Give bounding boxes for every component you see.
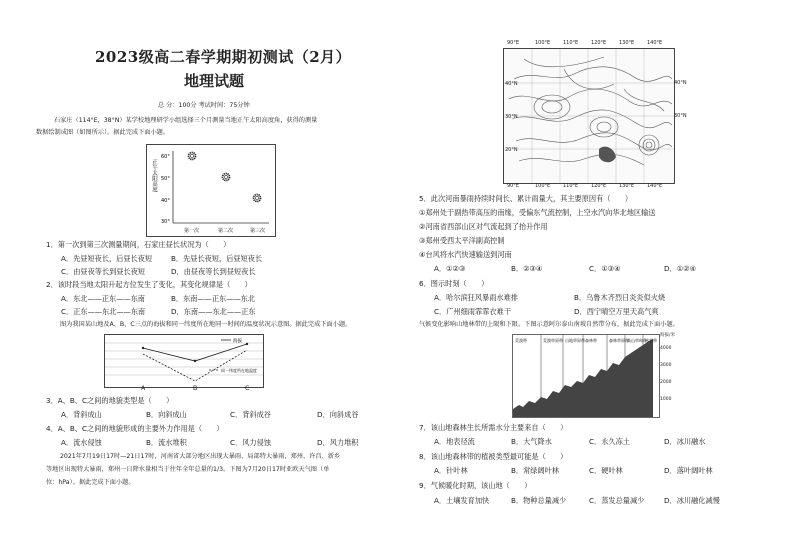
lon-tick: 130°E <box>619 40 635 46</box>
zone-label: 森林草原带 <box>609 338 629 343</box>
point-a-label: A <box>141 385 146 392</box>
q2-option-d[interactable]: D．东南——东北——正东 <box>171 307 256 316</box>
question-3: 3．A、B、C之间的地貌类型是（ ） <box>46 396 174 405</box>
sun-altitude-chart <box>147 145 275 236</box>
q5-option-c[interactable]: C．①③④ <box>589 264 621 273</box>
q1-option-b[interactable]: B．先昼长夜短，后昼短夜长 <box>171 254 263 263</box>
lon-tick: 120°E <box>591 40 607 46</box>
lon-tick: 120°E <box>591 183 607 189</box>
sun-marker-3 <box>254 195 261 202</box>
altitude-tick: 2000 <box>660 380 672 385</box>
altitude-line <box>143 344 247 361</box>
lon-tick: 130°E <box>619 183 635 189</box>
intro-1-line-2: 数据绘制成图（如图所示）。据此完成下面小题。 <box>36 129 170 136</box>
q4-option-b[interactable]: B．流水堆积 <box>146 438 187 447</box>
lon-tick: 100°E <box>535 40 551 46</box>
q7-option-c[interactable]: C．永久冻土 <box>589 437 630 446</box>
q5-option-d[interactable]: D．①②④ <box>664 264 697 273</box>
exam-meta: 总 分：100分 考试时间：75分钟 <box>158 102 250 109</box>
altitude-temperature-figure <box>104 334 264 388</box>
zone-label: 森林带 <box>585 338 597 343</box>
q6-option-a[interactable]: A．哈尔滨狂风暴雨水难排 <box>434 293 518 302</box>
q1-option-c[interactable]: C．由昼夜等长到昼长夜短 <box>61 267 146 276</box>
map-bottom-ticks <box>503 183 673 191</box>
lat-tick: 40°N <box>505 81 518 87</box>
question-4: 4．A、B、C之间的地貌形成的主要外力作用是（ ） <box>46 424 224 433</box>
altitude-tick: 4000 <box>660 346 672 351</box>
intro-3-line-1: 2021年7月19日17时—21日17时，河南省大部分地区出现大暴雨、局部特大暴雨，郑州、许昌、新乡 <box>60 453 341 460</box>
x-tick: 第三次 <box>250 228 266 234</box>
isobar-map <box>504 49 674 183</box>
q9-option-a[interactable]: A．土壤发育加快 <box>434 496 490 505</box>
q3-option-a[interactable]: A．背斜成山 <box>61 410 102 419</box>
altai-zone-figure <box>512 334 660 418</box>
q7-option-d[interactable]: D．冰川融水 <box>664 437 706 446</box>
question-8: 8．该山地森林带的植被类型最可能是（ ） <box>419 452 568 461</box>
lon-tick: 90°E <box>507 40 520 46</box>
question-7: 7．该山地森林生长所需水分主要来自（ ） <box>419 423 568 432</box>
weather-map <box>503 48 675 184</box>
lon-tick: 110°E <box>563 40 579 46</box>
exam-title: 2023级高二春学期期初测试（2月） <box>95 48 352 66</box>
question-9: 9．气候暖化时期，该山地（ ） <box>419 481 532 490</box>
lon-tick: 90°E <box>507 183 520 189</box>
q5-option-a[interactable]: A．①②③ <box>434 264 466 273</box>
point-c-label: C <box>245 385 250 392</box>
intro-2: 图为我国某山地及A、B、C三点的海拔和同一纬度所在地同一时间的温度状况示意图。据此完成下面小题。 <box>60 321 352 328</box>
q5-item-3: ③郑州受西太平洋副高控制 <box>419 236 505 245</box>
zone-label: 荒漠带 <box>515 338 527 343</box>
legend-altitude: 海拔 <box>233 339 242 344</box>
zone-label: 冰雪带 <box>645 338 657 343</box>
exam-subtitle: 地理试题 <box>184 72 245 90</box>
lat-tick-right: 40°N <box>674 80 687 86</box>
q7-option-a[interactable]: A．地表径流 <box>434 437 475 446</box>
q2-option-c[interactable]: C．正东——东北——东南 <box>61 307 146 316</box>
q3-option-c[interactable]: C．背斜成谷 <box>230 410 271 419</box>
intro-1-line-1: 石家庄（114°E，38°N）某学校地理研学小组选择三个月测量当地正午太阳高度角，获得的测量 <box>54 117 318 124</box>
q2-option-a[interactable]: A．东北——正东——东南 <box>61 294 145 303</box>
x-tick: 第二次 <box>218 228 234 234</box>
q1-option-a[interactable]: A．先昼短夜长，后昼长夜短 <box>61 254 153 263</box>
question-2: 2．该时段当地太阳升起方位发生了变化，其变化规律是（ ） <box>46 280 252 289</box>
question-1: 1．第一次到第三次测量期间，石家庄昼长状况为（ ） <box>46 240 231 249</box>
sun-marker-2 <box>223 174 230 181</box>
zone-label: 高山草甸带 <box>627 338 647 343</box>
q5-item-2: ②河南省西部山区对气流起到了抬升作用 <box>419 222 548 231</box>
y-tick: 60° <box>161 154 170 160</box>
zone-label: 山地草原带 <box>565 338 585 343</box>
x-tick: 第一次 <box>184 228 200 234</box>
intro-4: 气候变化影响山地林带的上限和下限。下图示意阿尔泰山南坡自然带分布，据此完成下面小题。 <box>419 321 679 328</box>
map-top-ticks <box>503 40 673 48</box>
q4-option-a[interactable]: A．流水侵蚀 <box>61 438 102 447</box>
sun-marker-1 <box>189 153 196 160</box>
altai-profile <box>513 335 659 417</box>
q5-item-1: ①郑州处于副热带高压的南缘，受偏东气流控制，上空水汽向华北地区输送 <box>419 208 656 217</box>
q9-option-c[interactable]: C．蒸发总量减少 <box>589 496 645 505</box>
y-tick: 40° <box>161 198 170 204</box>
intro-3-line-2: 等地区出现特大暴雨，郑州一日降水量相当于往年全年总量的1/3。下图为7月20日17时亚欧天气图（单 <box>46 466 330 473</box>
lon-tick: 140°E <box>647 183 663 189</box>
q1-option-d[interactable]: D．由昼夜等长到昼短夜长 <box>171 267 256 276</box>
intro-3-line-3: 位：hPa）。据此完成下面小题。 <box>46 479 135 486</box>
q6-option-c[interactable]: C．广州细雨霏霏衣难干 <box>434 307 511 316</box>
lon-tick: 140°E <box>647 40 663 46</box>
question-5: 5．此次河南暴雨持续时间长、累计雨量大，其主要原因有（ ） <box>419 194 633 203</box>
q5-option-b[interactable]: B．②③④ <box>511 264 543 273</box>
question-6: 6．图示时刻（ ） <box>419 279 489 288</box>
q3-option-d[interactable]: D．向斜成谷 <box>317 410 359 419</box>
lat-tick-right: 30°N <box>674 113 687 119</box>
q9-option-b[interactable]: B．物种总量减少 <box>511 496 567 505</box>
altitude-tick: 1000 <box>660 397 672 402</box>
altitude-axis-label: 海拔/米 <box>660 333 676 338</box>
q7-option-b[interactable]: B．大气降水 <box>511 437 552 446</box>
lon-tick: 110°E <box>563 183 579 189</box>
q6-option-d[interactable]: D．西宁晴空万里天高气爽 <box>574 307 659 316</box>
altitude-temperature-chart <box>105 335 263 387</box>
y-axis-label: 正午太阳高度 <box>151 159 157 192</box>
y-tick: 30° <box>161 219 170 225</box>
y-tick: 50° <box>161 176 170 182</box>
lat-tick: 30°N <box>505 114 518 120</box>
q9-option-d[interactable]: D．冰川融化减慢 <box>664 496 720 505</box>
q8-option-a[interactable]: A．针叶林 <box>434 466 468 475</box>
q8-option-d[interactable]: D．落叶阔叶林 <box>664 466 713 475</box>
lat-tick: 20°N <box>505 147 518 153</box>
zone-label: 荒漠草原带 <box>543 338 563 343</box>
q8-option-b[interactable]: B．常绿阔叶林 <box>511 466 560 475</box>
point-b-label: B <box>193 385 198 392</box>
altitude-tick: 3000 <box>660 363 672 368</box>
q3-option-b[interactable]: B．向斜成山 <box>146 410 187 419</box>
lon-tick: 100°E <box>535 183 551 189</box>
temperature-line <box>143 350 247 381</box>
q4-option-d[interactable]: D．风力堆积 <box>317 438 359 447</box>
q4-option-c[interactable]: C．风力侵蚀 <box>230 438 271 447</box>
q6-option-b[interactable]: B．乌鲁木齐烈日炎炎似火烧 <box>574 293 666 302</box>
q2-option-b[interactable]: B．东南——正东——东北 <box>171 294 255 303</box>
q5-item-4: ④台风将水汽快速输送到河南 <box>419 250 512 259</box>
sun-altitude-figure <box>146 144 276 237</box>
q8-option-c[interactable]: C．硬叶林 <box>589 466 623 475</box>
legend-temperature: 同一纬度所在地温度 <box>221 368 257 373</box>
